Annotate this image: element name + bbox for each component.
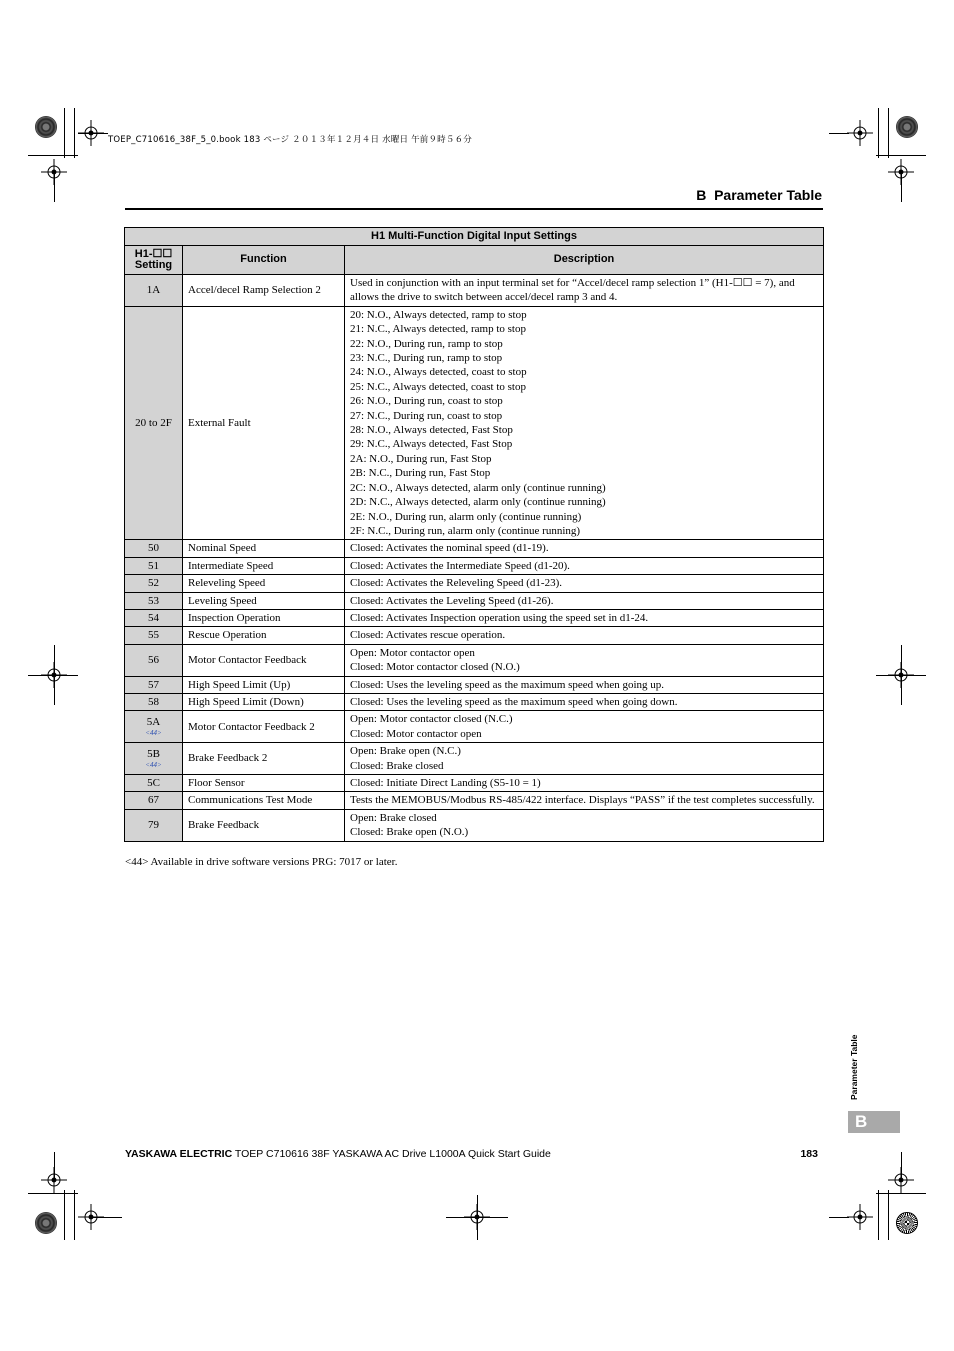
description-cell [345,275,824,307]
setting-header-line1: H1-☐☐ [134,247,173,260]
table-row [125,575,824,592]
setting-value: 79 [148,819,159,832]
description-line: 2E: N.O., During run, alarm only (continue running) [350,510,582,523]
description-line: Closed: Uses the leveling speed as the maximum speed when going down. [350,695,678,708]
description-cell [345,693,824,710]
description-line: 27: N.C., During run, coast to stop [350,409,503,422]
column-header-function: Function [183,246,345,275]
header-rule [125,208,823,210]
table-row [125,693,824,710]
setting-cell [125,575,183,592]
description-line: Closed: Activates the Intermediate Speed (d1-20). [350,559,570,572]
side-tab-label: Parameter Table [849,1034,859,1100]
description-line: 23: N.C., During run, ramp to stop [350,352,503,365]
setting-value: 20 to 2F [135,416,172,429]
footer-company: YASKAWA ELECTRIC [125,1148,233,1160]
section-name: Parameter Table [714,187,822,203]
function-cell: High Speed Limit (Up) [183,676,345,693]
column-header-description: Description [345,246,824,275]
description-cell [345,644,824,676]
description-line: Open: Brake closed [350,811,437,824]
description-cell [345,575,824,592]
description-line: Closed: Motor contactor closed (N.O.) [350,661,520,674]
function-cell: Accel/decel Ramp Selection 2 [183,275,345,307]
section-letter: B [696,187,707,203]
description-line: Closed: Motor contactor open [350,727,482,740]
description-line: 29: N.C., Always detected, Fast Stop [350,438,513,451]
function-cell: Nominal Speed [183,540,345,557]
crosshair-icon [847,120,873,146]
table-row [125,557,824,574]
function-cell: Inspection Operation [183,609,345,626]
function-cell: Motor Contactor Feedback 2 [183,711,345,743]
table-row [125,809,824,841]
registration-sun-icon [35,1212,57,1234]
setting-value: 52 [148,577,159,590]
function-cell: Floor Sensor [183,775,345,792]
description-line: Open: Motor contactor open [350,646,475,659]
description-line: 28: N.O., Always detected, Fast Stop [350,424,513,437]
footnote-ref[interactable]: <44> [145,761,162,770]
function-cell: Communications Test Mode [183,792,345,809]
table-row [125,644,824,676]
description-line: 2F: N.C., During run, alarm only (continue running) [350,524,581,537]
table-row [125,792,824,809]
setting-value: 53 [148,594,159,607]
description-line: 24: N.O., Always detected, coast to stop [350,366,527,379]
setting-cell [125,592,183,609]
description-cell [345,557,824,574]
function-cell: Brake Feedback [183,809,345,841]
table-row [125,676,824,693]
description-cell [345,711,824,743]
setting-cell [125,644,183,676]
parameter-table [124,227,824,842]
table-row [125,306,824,540]
description-line: Closed: Brake closed [350,759,444,772]
description-line: Closed: Activates Inspection operation using the speed set in d1-24. [350,611,649,624]
description-line: Closed: Initiate Direct Landing (S5-10 = 1) [350,777,541,789]
function-cell: Intermediate Speed [183,557,345,574]
description-line: 2A: N.O., During run, Fast Stop [350,452,492,465]
setting-cell [125,627,183,644]
print-header: TOEP_C710616_38F_5_0.book 183 ページ ２０１３年１２月４日 水曜日 午前９時５６分 [108,135,472,145]
setting-value: 1A [146,284,161,297]
function-cell: Brake Feedback 2 [183,743,345,775]
table-row [125,592,824,609]
setting-cell [125,792,183,809]
table-row [125,627,824,644]
setting-value: 58 [148,695,159,708]
registration-sun-icon [896,116,918,138]
column-header-setting [125,246,183,275]
footer [125,1148,551,1160]
registration-sun-icon [896,1212,918,1234]
setting-cell [125,557,183,574]
description-cell [345,609,824,626]
setting-cell [125,711,183,743]
setting-value: 67 [148,794,159,807]
setting-cell [125,609,183,626]
description-line: Closed: Brake open (N.O.) [350,826,469,839]
setting-value: 56 [148,653,159,666]
table-body [125,275,824,842]
section-title [696,187,822,203]
description-line: Open: Brake open (N.C.) [350,745,461,758]
description-line: 26: N.O., During run, coast to stop [350,395,503,408]
description-line: 2B: N.C., During run, Fast Stop [350,467,491,480]
setting-value: 5B [147,747,160,760]
setting-cell [125,275,183,307]
function-cell: High Speed Limit (Down) [183,693,345,710]
setting-value: 51 [148,559,159,572]
description-cell [345,743,824,775]
function-cell: External Fault [183,306,345,540]
function-cell: Releveling Speed [183,575,345,592]
table-caption: H1 Multi-Function Digital Input Settings [125,228,824,246]
setting-cell [125,540,183,557]
setting-value: 54 [148,611,159,624]
function-cell: Leveling Speed [183,592,345,609]
setting-header-line2: Setting [134,259,173,271]
description-line: Closed: Activates rescue operation. [350,629,506,642]
table-row [125,743,824,775]
description-line: 2D: N.C., Always detected, alarm only (continue running) [350,496,606,509]
table-row [125,711,824,743]
setting-cell [125,693,183,710]
crosshair-icon [847,1204,873,1230]
description-line: 20: N.O., Always detected, ramp to stop [350,308,527,321]
setting-cell [125,809,183,841]
table-row [125,540,824,557]
function-cell: Rescue Operation [183,627,345,644]
description-line: Open: Motor contactor closed (N.C.) [350,713,513,726]
setting-value: 50 [148,542,159,555]
page-number: 183 [800,1148,818,1160]
function-cell: Motor Contactor Feedback [183,644,345,676]
description-cell [345,676,824,693]
description-line: Tests the MEMOBUS/Modbus RS-485/422 interface. Displays “PASS” if the test completes successfully. [350,794,815,807]
table-row [125,609,824,626]
setting-cell [125,306,183,540]
description-line: 2C: N.O., Always detected, alarm only (continue running) [350,481,606,494]
setting-value: 55 [148,629,159,642]
description-line: 22: N.O., During run, ramp to stop [350,337,503,350]
table-row [125,275,824,307]
description-cell [345,809,824,841]
setting-cell [125,743,183,775]
footer-doc: TOEP C710616 38F YASKAWA AC Drive L1000A Quick Start Guide [234,1148,551,1160]
setting-cell [125,676,183,693]
setting-value: 5A [146,716,161,729]
description-cell [345,792,824,809]
table-row [125,775,824,792]
description-cell [345,592,824,609]
description-line: 21: N.C., Always detected, ramp to stop [350,323,526,336]
setting-cell [125,775,183,792]
description-cell [345,306,824,540]
side-tab-letter: B [855,1112,868,1131]
setting-value: 5C [147,777,160,789]
description-line: Closed: Activates the Releveling Speed (d1-23). [350,577,563,590]
footnote-ref[interactable]: <44> [145,729,162,738]
description-line: Closed: Uses the leveling speed as the maximum speed when going up. [350,678,665,691]
footnote: <44> Available in drive software versions PRG: 7017 or later. [125,856,398,868]
description-line: Used in conjunction with an input terminal set for “Accel/decel ramp selection 1” (H1-☐☐ = 7), and allows the drive to switch between accel/decel ramp 3 and 4. [350,277,795,304]
description-line: 25: N.C., Always detected, coast to stop [350,380,526,393]
description-line: Closed: Activates the Leveling Speed (d1-26). [350,594,554,607]
description-cell [345,540,824,557]
side-tab [848,1111,900,1133]
registration-disc-icon [35,116,57,138]
setting-value: 57 [148,678,159,691]
description-line: Closed: Activates the nominal speed (d1-19). [350,542,549,555]
description-cell [345,775,824,792]
description-cell [345,627,824,644]
